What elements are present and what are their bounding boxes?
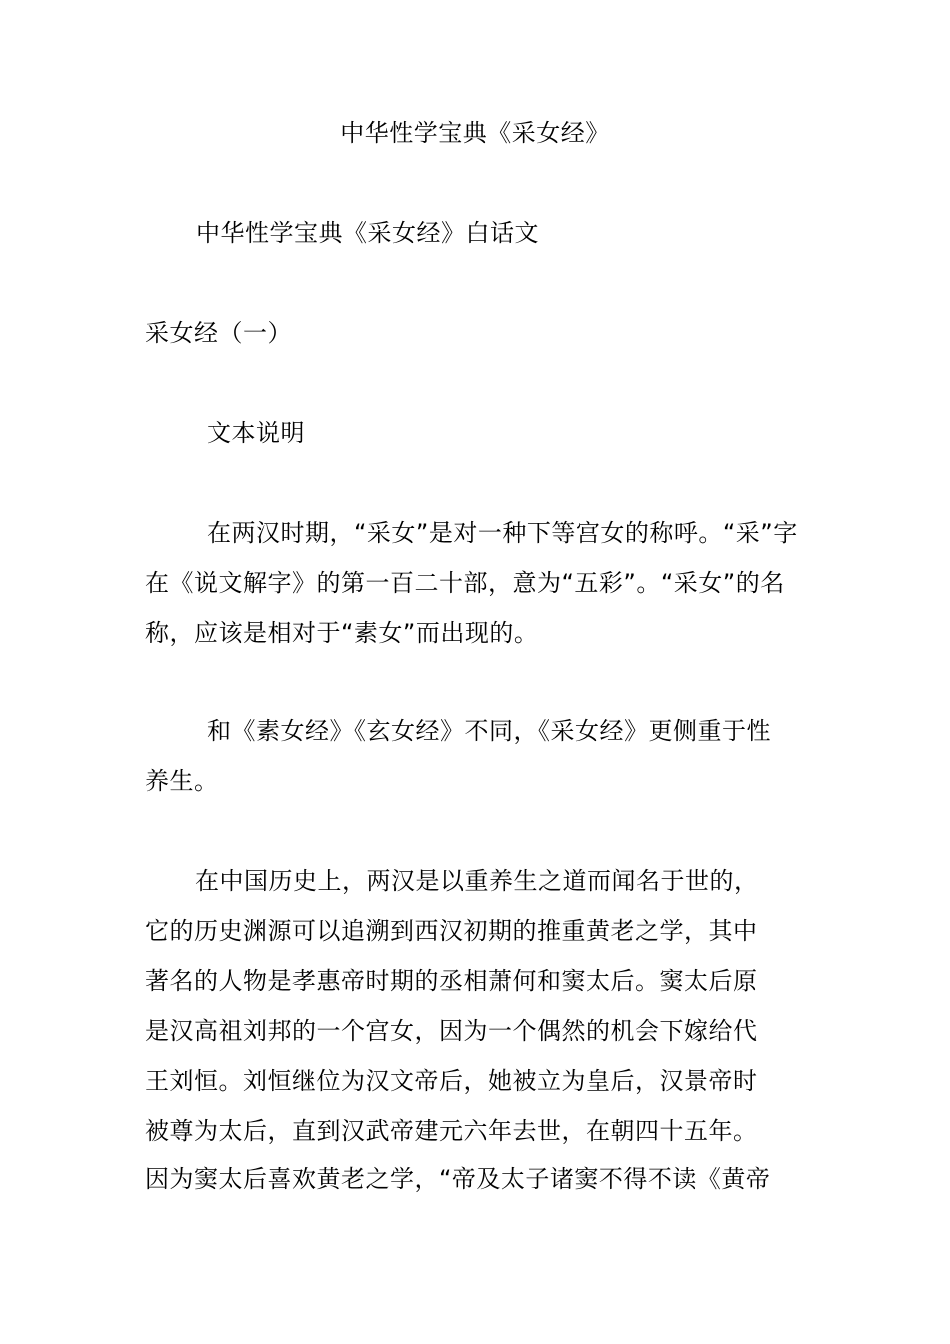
paragraph-line: 称，应该是相对于“素女”而出现的。 — [145, 619, 539, 647]
paragraph-line: 王刘恒。刘恒继位为汉文帝后，她被立为皇后，汉景帝时 — [145, 1067, 758, 1095]
paragraph-line: 和《素女经》《玄女经》不同，《采女经》更侧重于性 — [207, 717, 771, 745]
paragraph-line: 在两汉时期，“采女”是对一种下等宫女的称呼。“采”字 — [207, 519, 798, 547]
section-heading: 文本说明 — [207, 419, 305, 447]
paragraph-line: 是汉高祖刘邦的一个宫女，因为一个偶然的机会下嫁给代 — [145, 1017, 758, 1045]
chapter-heading: 采女经（一） — [145, 319, 292, 347]
paragraph-line: 因为窦太后喜欢黄老之学，“帝及太子诸窦不得不读《黄帝 — [145, 1165, 771, 1193]
paragraph-line: 在《说文解字》的第一百二十部，意为“五彩”。“采女”的名 — [145, 569, 785, 597]
paragraph-line: 它的历史渊源可以追溯到西汉初期的推重黄老之学，其中 — [145, 917, 758, 945]
document-title: 中华性学宝典《采女经》 — [340, 119, 610, 147]
document-subtitle: 中华性学宝典《采女经》白话文 — [196, 219, 539, 247]
paragraph-line: 养生。 — [145, 767, 219, 795]
paragraph-line: 著名的人物是孝惠帝时期的丞相萧何和窦太后。窦太后原 — [145, 967, 758, 995]
paragraph-line: 被尊为太后，直到汉武帝建元六年去世，在朝四十五年。 — [145, 1117, 758, 1145]
paragraph-line: 在中国历史上，两汉是以重养生之道而闻名于世的， — [195, 867, 759, 895]
